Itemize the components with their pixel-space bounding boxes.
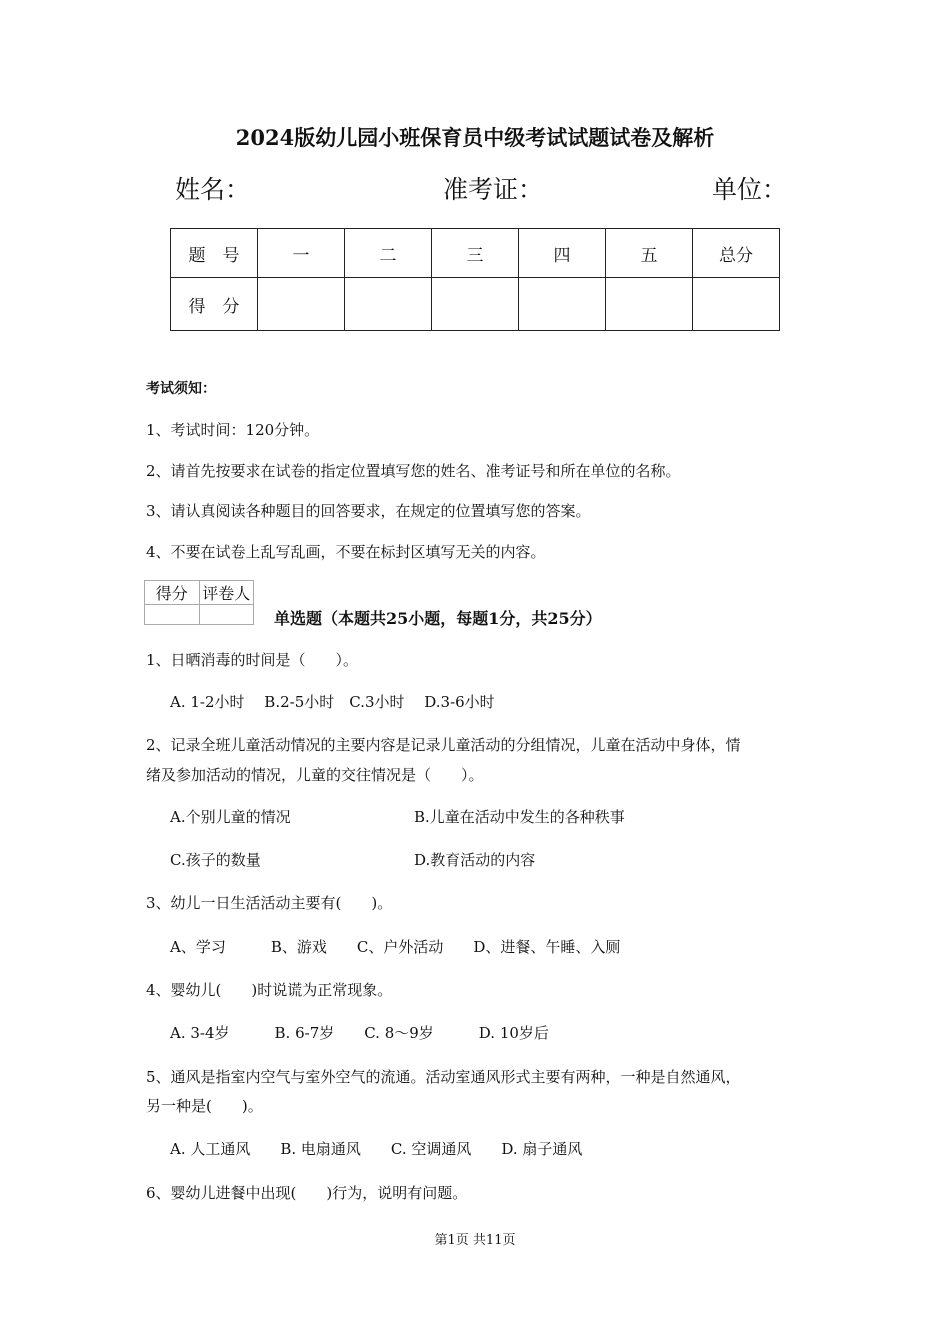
- name-field-label: 姓名：: [175, 175, 251, 204]
- question-number-label: 题 号: [171, 229, 258, 278]
- question-2-option-a: A.个别儿童的情况: [170, 808, 291, 826]
- section-2-header: 二: [345, 229, 432, 278]
- question-3-stem: 3、幼儿一日生活活动主要有( )。: [146, 894, 393, 912]
- score-row-label: 得 分: [171, 278, 258, 331]
- score-cell-1[interactable]: [258, 278, 345, 331]
- question-5-options: A. 人工通风 B. 电扇通风 C. 空调通风 D. 扇子通风: [170, 1140, 583, 1158]
- question-5-stem-line1: 5、通风是指室内空气与室外空气的流通。活动室通风形式主要有两种，一种是自然通风，: [146, 1068, 741, 1086]
- question-2-option-d: D.教育活动的内容: [414, 851, 536, 869]
- score-table-header-row: [171, 229, 780, 278]
- score-cell-2[interactable]: [345, 278, 432, 331]
- question-2-option-c: C.孩子的数量: [170, 851, 261, 869]
- question-2-stem-line2: 绪及参加活动的情况，儿童的交往情况是（ ）。: [146, 766, 484, 784]
- question-2-stem-line1: 2、记录全班儿童活动情况的主要内容是记录儿童活动的分组情况，儿童在活动中身体，情: [146, 736, 741, 754]
- page-footer: 第1页 共11页: [434, 1233, 516, 1248]
- total-score-header: 总分: [693, 229, 780, 278]
- score-cell-total[interactable]: [693, 278, 780, 331]
- score-table: [170, 228, 780, 331]
- page-title: 2024版幼儿园小班保育员中级考试试题试卷及解析: [235, 125, 715, 150]
- score-cell-3[interactable]: [432, 278, 519, 331]
- notice-item: 4、不要在试卷上乱写乱画，不要在标封区填写无关的内容。: [146, 543, 546, 561]
- grader-name-label: 评卷人: [199, 581, 254, 605]
- grader-score-cell[interactable]: [145, 605, 200, 625]
- question-4-options: A. 3-4岁 B. 6-7岁 C. 8～9岁 D. 10岁后: [170, 1024, 549, 1042]
- score-cell-5[interactable]: [606, 278, 693, 331]
- exam-id-field-label: 准考证：: [443, 175, 544, 204]
- question-2-option-b: B.儿童在活动中发生的各种秩事: [414, 808, 625, 826]
- section-1-header: 一: [258, 229, 345, 278]
- notice-item: 3、请认真阅读各种题目的回答要求，在规定的位置填写您的答案。: [146, 502, 591, 520]
- grader-name-cell[interactable]: [199, 605, 254, 625]
- question-1-stem: 1、日晒消毒的时间是（ ）。: [146, 651, 359, 669]
- question-5-stem-line2: 另一种是( )。: [146, 1097, 263, 1115]
- section-5-header: 五: [606, 229, 693, 278]
- question-4-stem: 4、婴幼儿( )时说谎为正常现象。: [146, 981, 393, 999]
- question-3-options: A、学习 B、游戏 C、户外活动 D、进餐、午睡、入厕: [170, 938, 621, 956]
- question-6-stem: 6、婴幼儿进餐中出现( )行为，说明有问题。: [146, 1184, 468, 1202]
- question-1-options: A. 1-2小时 B.2-5小时 C.3小时 D.3-6小时: [170, 693, 495, 711]
- section-3-header: 三: [432, 229, 519, 278]
- notice-heading: 考试须知：: [146, 381, 216, 397]
- section-4-header: 四: [519, 229, 606, 278]
- grader-score-label: 得分: [145, 581, 200, 605]
- unit-field-label: 单位：: [712, 175, 788, 204]
- notice-item: 1、考试时间：120分钟。: [146, 421, 320, 439]
- grader-box: [144, 580, 254, 625]
- score-cell-4[interactable]: [519, 278, 606, 331]
- notice-item: 2、请首先按要求在试卷的指定位置填写您的姓名、准考证号和所在单位的名称。: [146, 462, 681, 480]
- score-table-score-row: [171, 278, 780, 331]
- section-title: 单选题（本题共25小题，每题1分，共25分）: [274, 609, 602, 628]
